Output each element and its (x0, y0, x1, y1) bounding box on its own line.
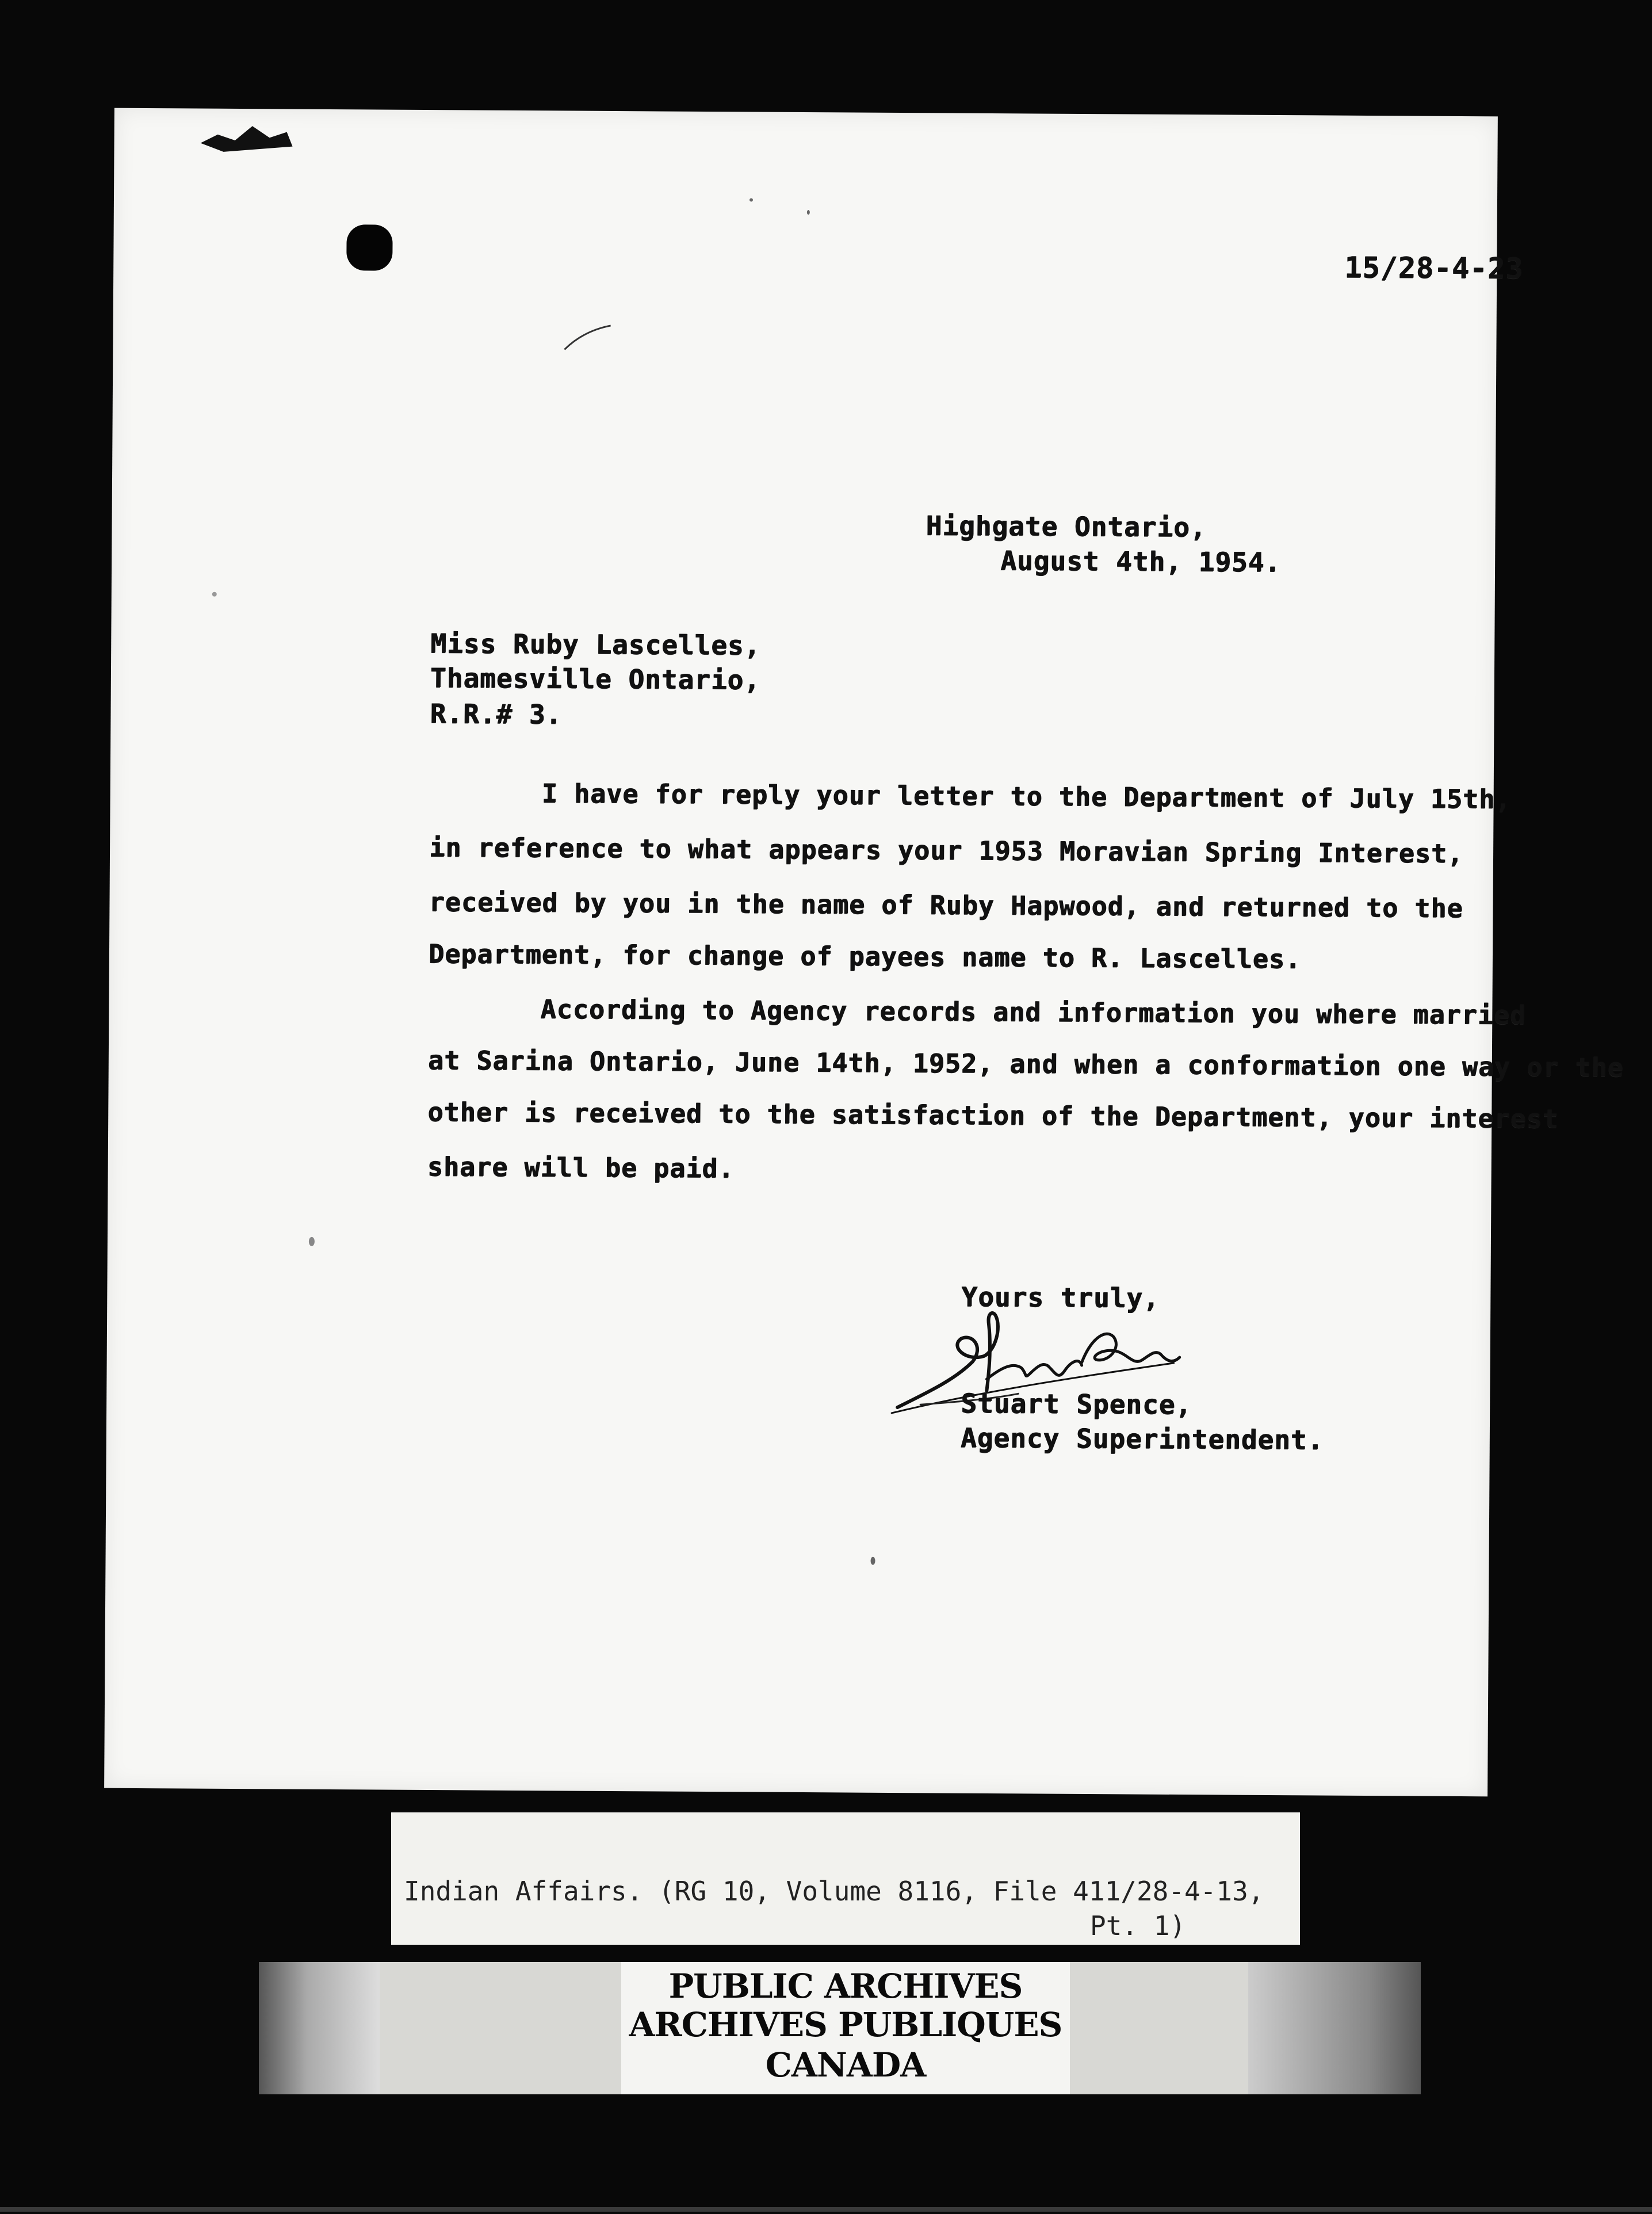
body-line: at Sarina Ontario, June 14th, 1952, and when a conformation one way or the (427, 1045, 1624, 1083)
signer-name: Stuart Spence, (961, 1387, 1192, 1421)
letter-date: August 4th, 1954. (1000, 545, 1282, 578)
closing: Yours truly, (961, 1281, 1160, 1314)
citation-line-1: Indian Affairs. (RG 10, Volume 8116, File 411/28-4-13, (404, 1876, 1264, 1907)
dust-speck (807, 210, 810, 215)
body-line: Department, for change of payees name to R. Lascelles. (428, 938, 1302, 975)
recipient-town: Thamesville Ontario, (430, 662, 760, 696)
letter-page (104, 108, 1624, 1797)
signer-title: Agency Superintendent. (960, 1422, 1324, 1456)
archive-stamp-bar (259, 1962, 1421, 2094)
dust-speck (870, 1557, 875, 1565)
stamp-line-3: CANADA (765, 2045, 926, 2085)
film-edge (0, 2207, 1652, 2212)
file-number: 15/28-4-23 (1344, 250, 1524, 285)
stamp-line-1: PUBLIC ARCHIVES (668, 1967, 1023, 2006)
archive-stamp (621, 1962, 1070, 2094)
citation-line-2: Pt. 1) (1090, 1910, 1186, 1941)
stamp-line-2: ARCHIVES PUBLIQUES (629, 2005, 1062, 2044)
body-line: other is received to the satisfaction of the Department, your interest (427, 1097, 1559, 1135)
torn-corner-mark (200, 120, 292, 155)
body-line: According to Agency records and information you where married (540, 994, 1527, 1030)
recipient-route: R.R.# 3. (430, 698, 563, 730)
body-line: share will be paid. (427, 1151, 735, 1184)
pen-stroke-mark (561, 320, 613, 356)
recipient-name: Miss Ruby Lascelles, (430, 628, 761, 661)
dust-speck (749, 198, 753, 201)
body-line: I have for reply your letter to the Department of July 15th, (541, 778, 1512, 815)
letter-place: Highgate Ontario, (926, 510, 1207, 543)
body-line: in reference to what appears your 1953 Moravian Spring Interest, (429, 832, 1464, 869)
dust-speck (212, 592, 217, 597)
dust-speck (309, 1237, 315, 1246)
stamp-bar-shadow-right (1248, 1962, 1421, 2094)
stamp-bar-shadow-left (259, 1962, 380, 2094)
citation-label (391, 1812, 1300, 1945)
body-line: received by you in the name of Ruby Hapwood, and returned to the (429, 887, 1463, 924)
punch-hole (346, 224, 392, 270)
